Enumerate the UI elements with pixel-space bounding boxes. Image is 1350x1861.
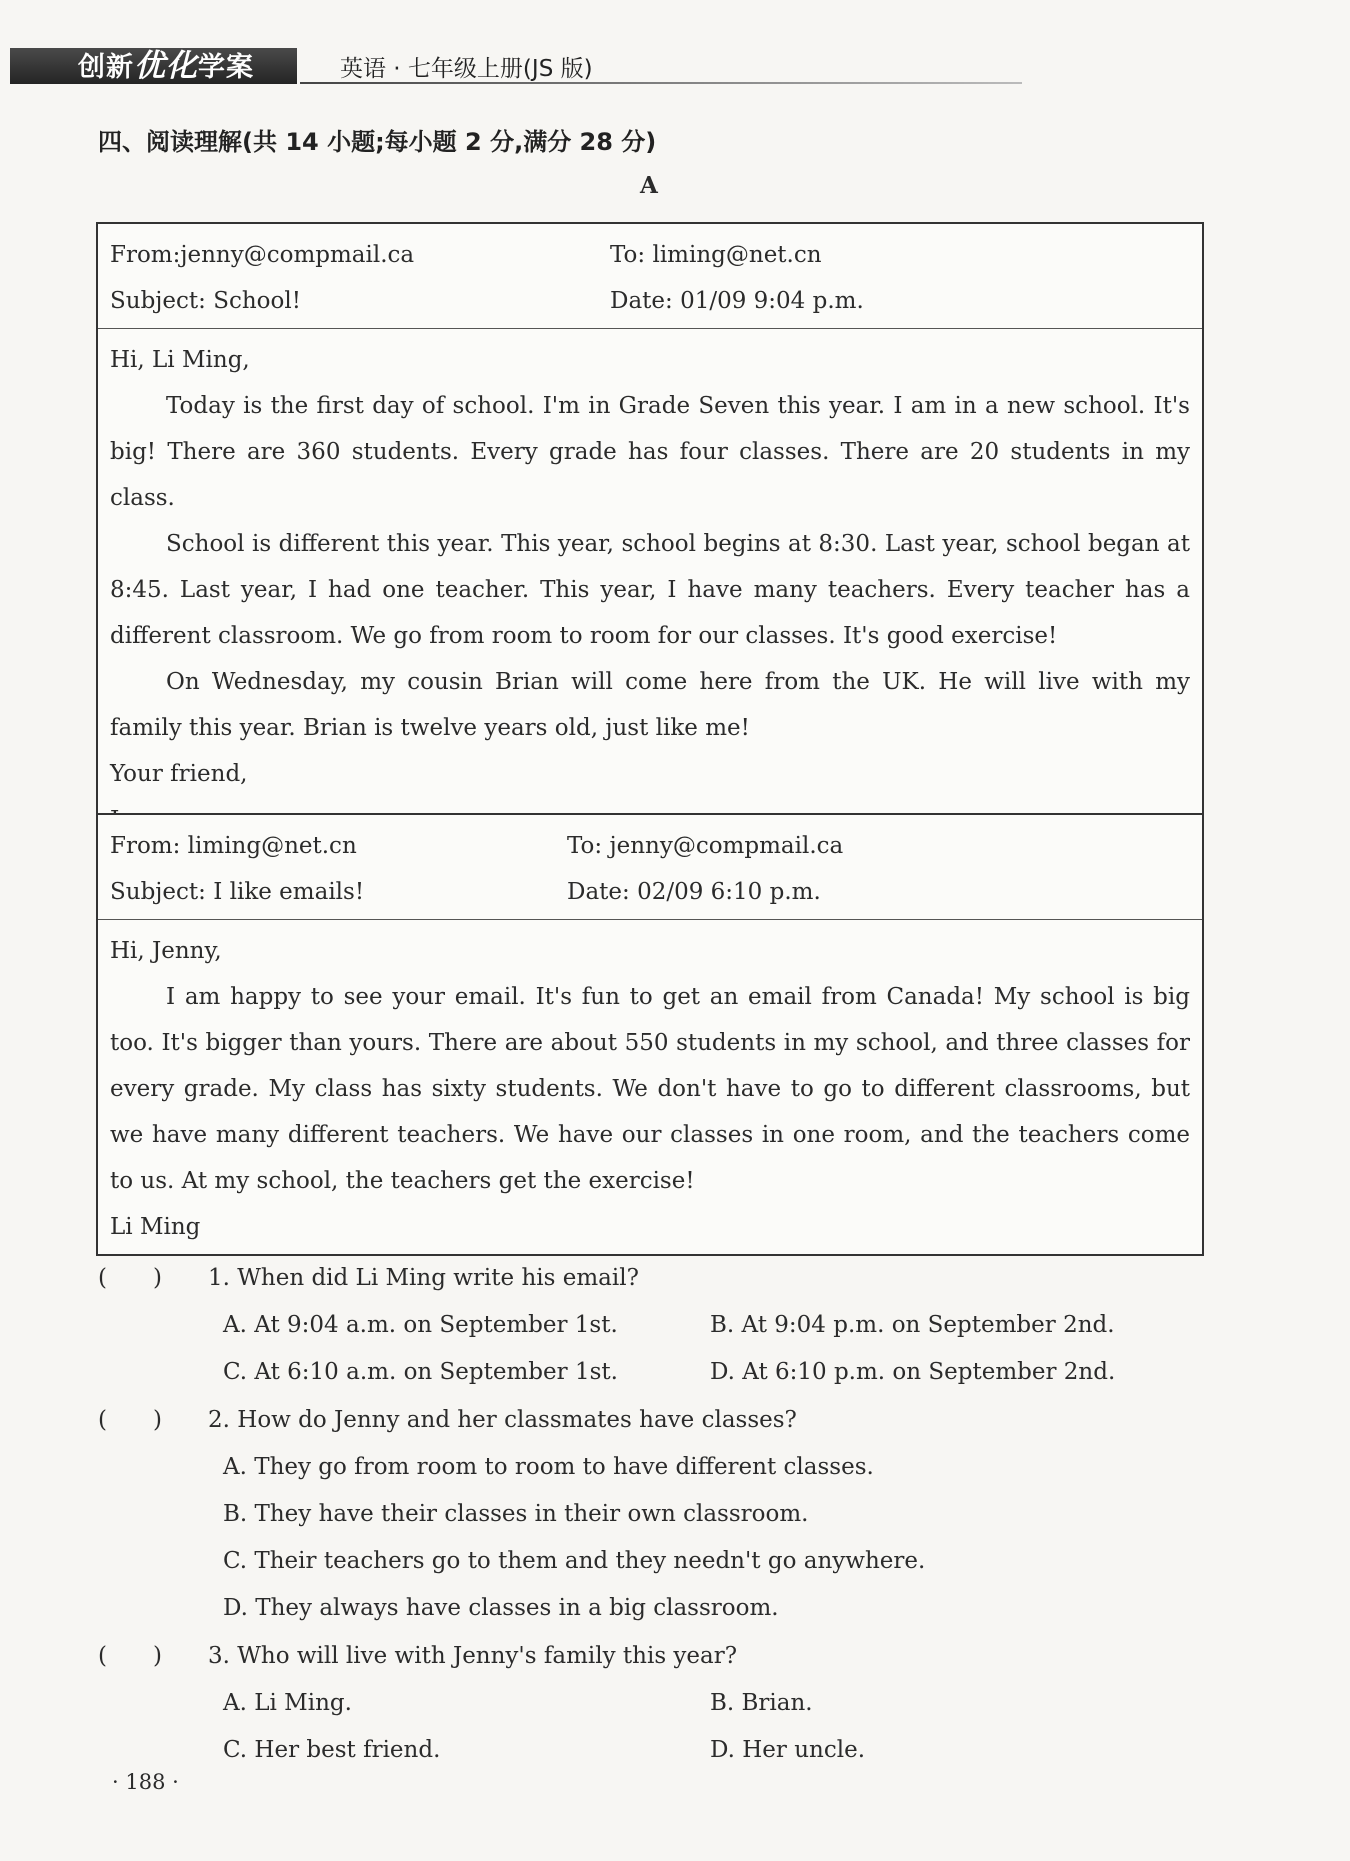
page-number: · 188 · bbox=[112, 1770, 179, 1794]
option-d[interactable]: D. They always have classes in a big classroom. bbox=[223, 1595, 779, 1621]
answer-blank[interactable]: ( ) bbox=[98, 1643, 162, 1669]
brand-text-end: 学案 bbox=[198, 52, 254, 83]
email-to: To: liming@net.cn bbox=[610, 242, 822, 268]
email-date: Date: 02/09 6:10 p.m. bbox=[567, 879, 821, 905]
option-b[interactable]: B. They have their classes in their own classroom. bbox=[223, 1501, 809, 1527]
brand-text-mid: 优化 bbox=[134, 48, 198, 84]
option-c[interactable]: C. Her best friend. bbox=[223, 1737, 441, 1763]
email-subject: Subject: School! bbox=[110, 288, 301, 314]
email-paragraph: Today is the first day of school. I'm in Grade Seven this year. I am in a new school. It's big! There are 360 students. Every grade has four classes. There are 20 students in my class. bbox=[110, 393, 1190, 511]
option-d[interactable]: D. At 6:10 p.m. on September 2nd. bbox=[710, 1359, 1116, 1385]
email-box-1 bbox=[96, 222, 1204, 849]
page-header bbox=[10, 48, 1022, 84]
option-a[interactable]: A. At 9:04 a.m. on September 1st. bbox=[223, 1312, 618, 1338]
question-stem: 1. When did Li Ming write his email? bbox=[208, 1265, 639, 1291]
option-a[interactable]: A. They go from room to room to have different classes. bbox=[223, 1454, 874, 1480]
email-subject: Subject: I like emails! bbox=[110, 879, 365, 905]
email-body-1 bbox=[98, 329, 1202, 847]
email-body-2 bbox=[98, 920, 1202, 1254]
email-box-2 bbox=[96, 813, 1204, 1256]
answer-blank[interactable]: ( ) bbox=[98, 1265, 162, 1291]
email-greeting: Hi, Jenny, bbox=[110, 938, 222, 964]
question-stem: 3. Who will live with Jenny's family this year? bbox=[208, 1643, 738, 1669]
email-from: From:jenny@compmail.ca bbox=[110, 242, 415, 268]
email-signature: Li Ming bbox=[110, 1214, 201, 1240]
option-c[interactable]: C. At 6:10 a.m. on September 1st. bbox=[223, 1359, 618, 1385]
brand-logo bbox=[10, 48, 297, 84]
passage-label: A bbox=[640, 172, 658, 199]
option-d[interactable]: D. Her uncle. bbox=[710, 1737, 866, 1763]
option-b[interactable]: B. At 9:04 p.m. on September 2nd. bbox=[710, 1312, 1115, 1338]
email-header-1 bbox=[98, 224, 1202, 329]
email-header-2 bbox=[98, 815, 1202, 920]
email-date: Date: 01/09 9:04 p.m. bbox=[610, 288, 864, 314]
question-stem: 2. How do Jenny and her classmates have classes? bbox=[208, 1407, 797, 1433]
answer-blank[interactable]: ( ) bbox=[98, 1407, 162, 1433]
email-paragraph: I am happy to see your email. It's fun to get an email from Canada! My school is big too. It's bigger than yours. There are about 550 students in my school, and three classes for every grade. My class has sixty students. We don't have to go to different classrooms, but we have many different teachers. We have our classes in one room, and the teachers come to us. At my school, the teachers get the exercise! bbox=[110, 984, 1190, 1194]
book-subject: 英语 · 七年级上册(JS 版) bbox=[340, 56, 593, 82]
brand-text-start: 创新 bbox=[78, 52, 134, 83]
option-a[interactable]: A. Li Ming. bbox=[223, 1690, 352, 1716]
email-paragraph: School is different this year. This year, school begins at 8:30. Last year, school began at 8:45. Last year, I had one teacher. This year, I have many teachers. Every teacher has a different classroom. We go from room to room for our classes. It's good exercise! bbox=[110, 531, 1190, 649]
header-divider bbox=[300, 82, 1022, 84]
option-c[interactable]: C. Their teachers go to them and they needn't go anywhere. bbox=[223, 1548, 926, 1574]
section-title: 四、阅读理解(共 14 小题;每小题 2 分,满分 28 分) bbox=[98, 128, 657, 156]
email-paragraph: On Wednesday, my cousin Brian will come here from the UK. He will live with my family this year. Brian is twelve years old, just like me! bbox=[110, 669, 1190, 741]
email-to: To: jenny@compmail.ca bbox=[567, 833, 844, 859]
email-from: From: liming@net.cn bbox=[110, 833, 357, 859]
email-greeting: Hi, Li Ming, bbox=[110, 347, 250, 373]
option-b[interactable]: B. Brian. bbox=[710, 1690, 813, 1716]
email-closing: Your friend, bbox=[110, 761, 248, 787]
